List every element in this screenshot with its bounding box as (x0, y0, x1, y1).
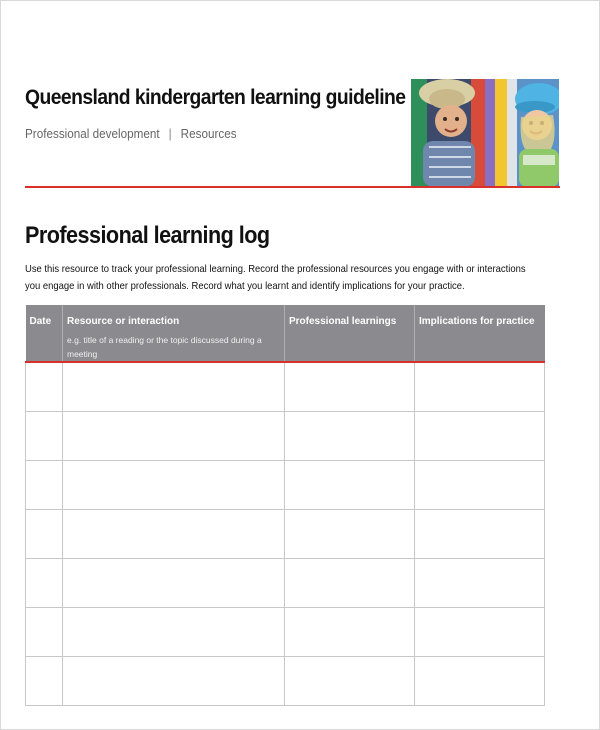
document-title: Queensland kindergarten learning guideline (25, 86, 406, 109)
learnings-cell[interactable] (285, 559, 415, 608)
date-cell[interactable] (26, 657, 63, 706)
table-row (26, 461, 545, 510)
implications-cell[interactable] (415, 362, 545, 412)
resource-cell[interactable] (63, 608, 285, 657)
column-header-learnings: Professional learnings (285, 305, 415, 362)
learnings-cell[interactable] (285, 461, 415, 510)
intro-paragraph: Use this resource to track your professional learning. Record the professional resources you engage with or interactions you engage in with other professionals. Record what you learnt and identify implications for your practice. (25, 263, 526, 292)
implications-cell[interactable] (415, 559, 545, 608)
resource-cell[interactable] (63, 362, 285, 412)
date-cell[interactable] (26, 362, 63, 412)
header-divider (25, 186, 560, 188)
resource-cell[interactable] (63, 559, 285, 608)
date-cell[interactable] (26, 608, 63, 657)
resource-cell[interactable] (63, 461, 285, 510)
date-cell[interactable] (26, 510, 63, 559)
section-title: Professional learning log (25, 222, 270, 249)
date-cell[interactable] (26, 559, 63, 608)
resource-cell[interactable] (63, 412, 285, 461)
document-subtitle (25, 126, 237, 141)
implications-cell[interactable] (415, 412, 545, 461)
children-photo (411, 79, 559, 187)
learning-log-table (25, 305, 545, 706)
table-row (26, 559, 545, 608)
resource-cell[interactable] (63, 657, 285, 706)
table-row (26, 510, 545, 559)
implications-cell[interactable] (415, 510, 545, 559)
subtitle-professional-development: Professional development (25, 126, 160, 141)
table-row (26, 608, 545, 657)
table-row (26, 412, 545, 461)
subtitle-resources: Resources (180, 126, 237, 141)
subtitle-separator: | (168, 126, 172, 141)
column-hint-resource: e.g. title of a reading or the topic discussed during a meeting (67, 335, 262, 359)
implications-cell[interactable] (415, 657, 545, 706)
table-row (26, 362, 545, 412)
implications-cell[interactable] (415, 608, 545, 657)
learnings-cell[interactable] (285, 510, 415, 559)
date-cell[interactable] (26, 461, 63, 510)
table-row (26, 657, 545, 706)
column-header-date: Date (26, 305, 63, 362)
learnings-cell[interactable] (285, 657, 415, 706)
implications-cell[interactable] (415, 461, 545, 510)
date-cell[interactable] (26, 412, 63, 461)
learnings-cell[interactable] (285, 608, 415, 657)
column-header-implications: Implications for practice (415, 305, 545, 362)
column-header-resource: Resource or interaction e.g. title of a reading or the topic discussed during a meeting (63, 305, 285, 362)
learnings-cell[interactable] (285, 412, 415, 461)
table-header-row (26, 305, 545, 362)
resource-cell[interactable] (63, 510, 285, 559)
learnings-cell[interactable] (285, 362, 415, 412)
